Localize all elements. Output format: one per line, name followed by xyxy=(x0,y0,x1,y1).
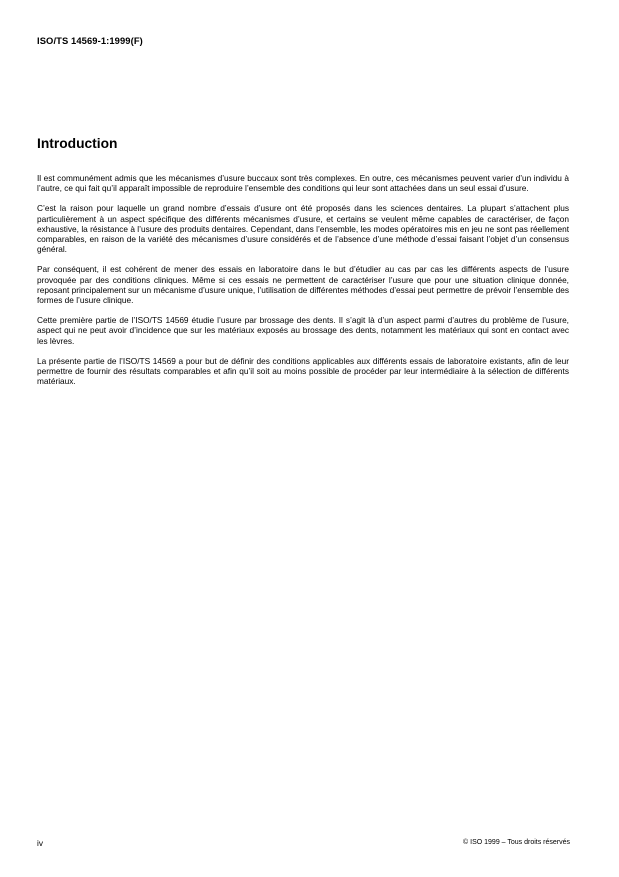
paragraph: Par conséquent, il est cohérent de mener des essais en laboratoire dans le but d’étudier au cas par cas les différents aspects de l’usure provoquée par des conditions cliniques. Même si ces essais ne permettent de caractériser l’usure que pour une situation clinique donnée, reposant principalement sur un mécanisme d’usure unique, l’utilisation de différentes méthodes d’essai peut permettre de prévoir l’ensemble des formes de l’usure clinique. xyxy=(37,264,569,306)
copyright-notice: © ISO 1999 – Tous droits réservés xyxy=(463,839,570,846)
section-title: Introduction xyxy=(37,136,118,151)
paragraph: Cette première partie de l’ISO/TS 14569 étudie l’usure par brossage des dents. Il s’agit là d’un aspect parmi d’autres du problème de l’usure, aspect qui ne peut avoir d’incidence que sur les matériaux exposés au brossage des dents, notamment les matériaux qui sont en contact avec les lèvres. xyxy=(37,315,569,346)
paragraph: Il est communément admis que les mécanismes d’usure buccaux sont très complexes. En outre, ces mécanismes peuvent varier d’un individu à l’autre, ce qui fait qu’il apparaît impossible de reproduire l’ensemble des conditions qui leur sont attachées dans un seul essai d’usure. xyxy=(37,173,569,194)
paragraph: La présente partie de l’ISO/TS 14569 a pour but de définir des conditions applicables aux différents essais de laboratoire existants, afin de leur permettre de fournir des résultats comparables et afin qu’il soit au moins possible de procéder par leur intermédiaire à la sélection de différents matériaux. xyxy=(37,355,569,387)
document-identifier: ISO/TS 14569-1:1999(F) xyxy=(37,35,143,46)
section-body xyxy=(37,173,569,396)
page-number: iv xyxy=(37,838,43,848)
paragraph: C’est la raison pour laquelle un grand nombre d’essais d’usure ont été proposés dans les sciences dentaires. La plupart s’attachent plus particulièrement à un aspect spécifique des différents mécanismes d’usure, et certains se veulent même capables de caractériser, de façon exhaustive, la résistance à l’usure des produits dentaires. Cependant, dans l’ensemble, les modes opératoires mis en jeu ne sont pas réellement comparables, en raison de la variété des mécanismes d’usure considérés et de l’absence d’une méthode d’essai faisant l’objet d’un consensus général. xyxy=(37,203,569,255)
